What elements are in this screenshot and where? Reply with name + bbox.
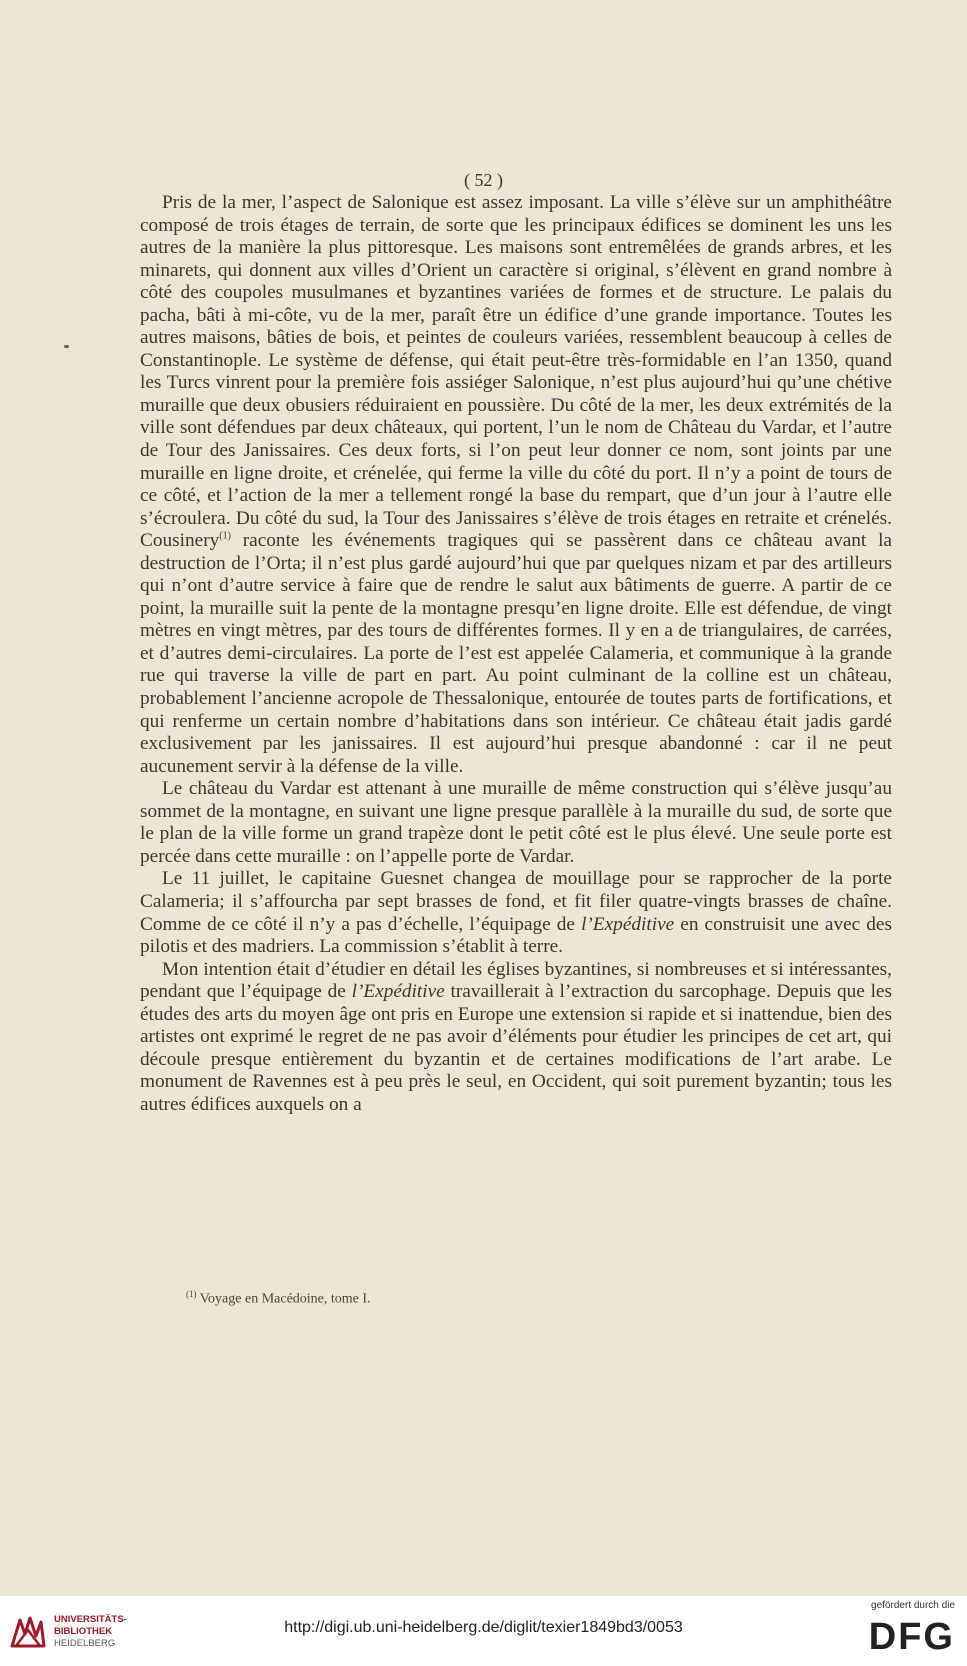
body-text <box>140 192 892 1116</box>
paragraph-4 <box>140 959 892 1117</box>
footer-bar <box>0 1596 967 1666</box>
footnote-reference: (1) <box>219 530 231 542</box>
page-number: ( 52 ) <box>464 170 503 190</box>
sponsor-block[interactable] <box>815 1600 955 1653</box>
ink-speck <box>64 345 69 348</box>
permalink-url[interactable]: http://digi.ub.uni-heidelberg.de/diglit/texier1849bd3/0053 <box>284 1619 683 1636</box>
paragraph-2-text: Le château du Vardar est attenant à une muraille de même construction qui s’élève jusqu’au sommet de la montagne, en suivant une ligne presque parallèle à la muraille du sud, de sorte que le plan de la ville forme un grand trapèze dont le petit côté est le plus élevé. Une seule porte est percée dans cette muraille : on l’appelle porte de Vardar. <box>140 778 892 867</box>
footnote-text: Voyage en Macédoine, tome I. <box>199 1291 371 1307</box>
library-name-line-1: UNIVERSITÄTS- <box>54 1614 127 1625</box>
footnote-marker: (1) <box>186 1289 197 1299</box>
paragraph-4-text-a: Mon intention était d’étudier en détail les églises byzantines, si nombreuses et si intéressantes, pendant que l’équipage de <box>140 958 892 1003</box>
paragraph-2 <box>140 778 892 868</box>
library-name-line-3: HEIDELBERG <box>54 1638 116 1649</box>
ship-name: l’Expéditive <box>351 981 445 1003</box>
paragraph-1-text-b: raconte les événements tragiques qui se passèrent dans ce château avant la destruction de l’Orta; il n’est plus gardé aujourd’hui que par quelques nizam et par des artilleurs qui n’ont d’autre service à faire que de rendre le salut aux bâtiments de guerre. A partir de ce point, la muraille suit la pente de la montagne presqu’en ligne droite. Elle est défendue, de vingt mètres en vingt mètres, par des tours de différentes formes. Il y en a de triangulaires, de carrées, et d’autres demi-circulaires. La porte de l’est est appelée Calameria, et communique à la grande rue qui traverse la ville de part en part. Au point culminant de la colline est un château, probablement l’ancienne acropole de Thessalonique, entourée de toutes parts de fortifications, et qui renferme un certain nombre d’habitations dans son intérieur. Ce château était jadis gardé exclusivement par les janissaires. Il est aujourd’hui presque abandonné : car il ne peut aucunement servir à la défense de la ville. <box>140 530 892 777</box>
paragraph-3-text-a: Le 11 juillet, le capitaine Guesnet changea de mouillage pour se rapprocher de la porte Calameria; il s’affourcha par sept brasses de fond, et fit filer quatre-vingts brasses de chaîne. Comme de ce côté il n’y a pas d’échelle, l’équipage de <box>140 868 892 935</box>
sponsor-name: DFG <box>868 1617 955 1653</box>
footnote <box>186 1289 371 1308</box>
paragraph-1 <box>140 192 892 778</box>
paragraph-3 <box>140 868 892 958</box>
paragraph-3-text-b: en construisit une avec des pilotis et des madriers. La commission s’établit à terre. <box>140 913 892 958</box>
paragraph-1-text-a: Pris de la mer, l’aspect de Salonique est assez imposant. La ville s’élève sur un amphithéâtre composé de trois étages de terrain, de sorte que les principaux édifices se dominent les uns les autres de la manière la plus pittoresque. Les maisons sont entremêlées de grands arbres, et les minarets, qui donnent aux villes d’Orient un caractère si original, s’élèvent en grand nombre à côté des coupoles musulmanes et byzantines variées de formes et de structure. Le palais du pacha, bâti à mi-côte, vu de la mer, paraît être un édifice d’une grande importance. Toutes les autres maisons, bâties de bois, et peintes de couleurs variées, ressemblent beaucoup à celles de Constantinople. Le système de défense, qui était peut-être très-formidable en l’an 1350, quand les Turcs vinrent pour la première fois assiéger Salonique, n’est plus aujourd’hui qu’une chétive muraille que deux obusiers réduiraient en poussière. Du côté de la mer, les deux extrémités de la ville sont défendues par deux châteaux, qui portent, l’un le nom de Château du Vardar, et l’autre de Tour des Janissaires. Ces deux forts, si l’on peut leur donner ce nom, sont joints par une muraille en ligne droite, et crénelée, qui ferme la ville du côté du port. Il n’y a point de tours de ce côté, et l’action de la mer a tellement rongé la base du rempart, que d’un jour à l’autre elle s’écroulera. Du côté du sud, la Tour des Janissaires s’élève de trois étages en retraite et crénelés. Cousinery <box>140 192 892 552</box>
sponsor-caption: gefördert durch die <box>871 1600 955 1611</box>
paragraph-4-text-b: travaillerait à l’extraction du sarcophage. Depuis que les études des arts du moyen âge ont pris en Europe une extension si rapide et si inattendue, bien des artistes ont exprimé le regret de ne pas avoir d’éléments pour étudier les principes de cet art, qui découle presque entièrement du byzantin et de certaines modifications de l’art arabe. Le monument de Ravennes est à peu près le seul, en Occident, qui soit purement byzantin; tous les autres édifices auxquels on a <box>140 981 892 1115</box>
library-name-line-2: BIBLIOTHEK <box>54 1626 113 1637</box>
ship-name: l’Expéditive <box>581 913 675 935</box>
dfg-logo-icon <box>859 1617 955 1653</box>
